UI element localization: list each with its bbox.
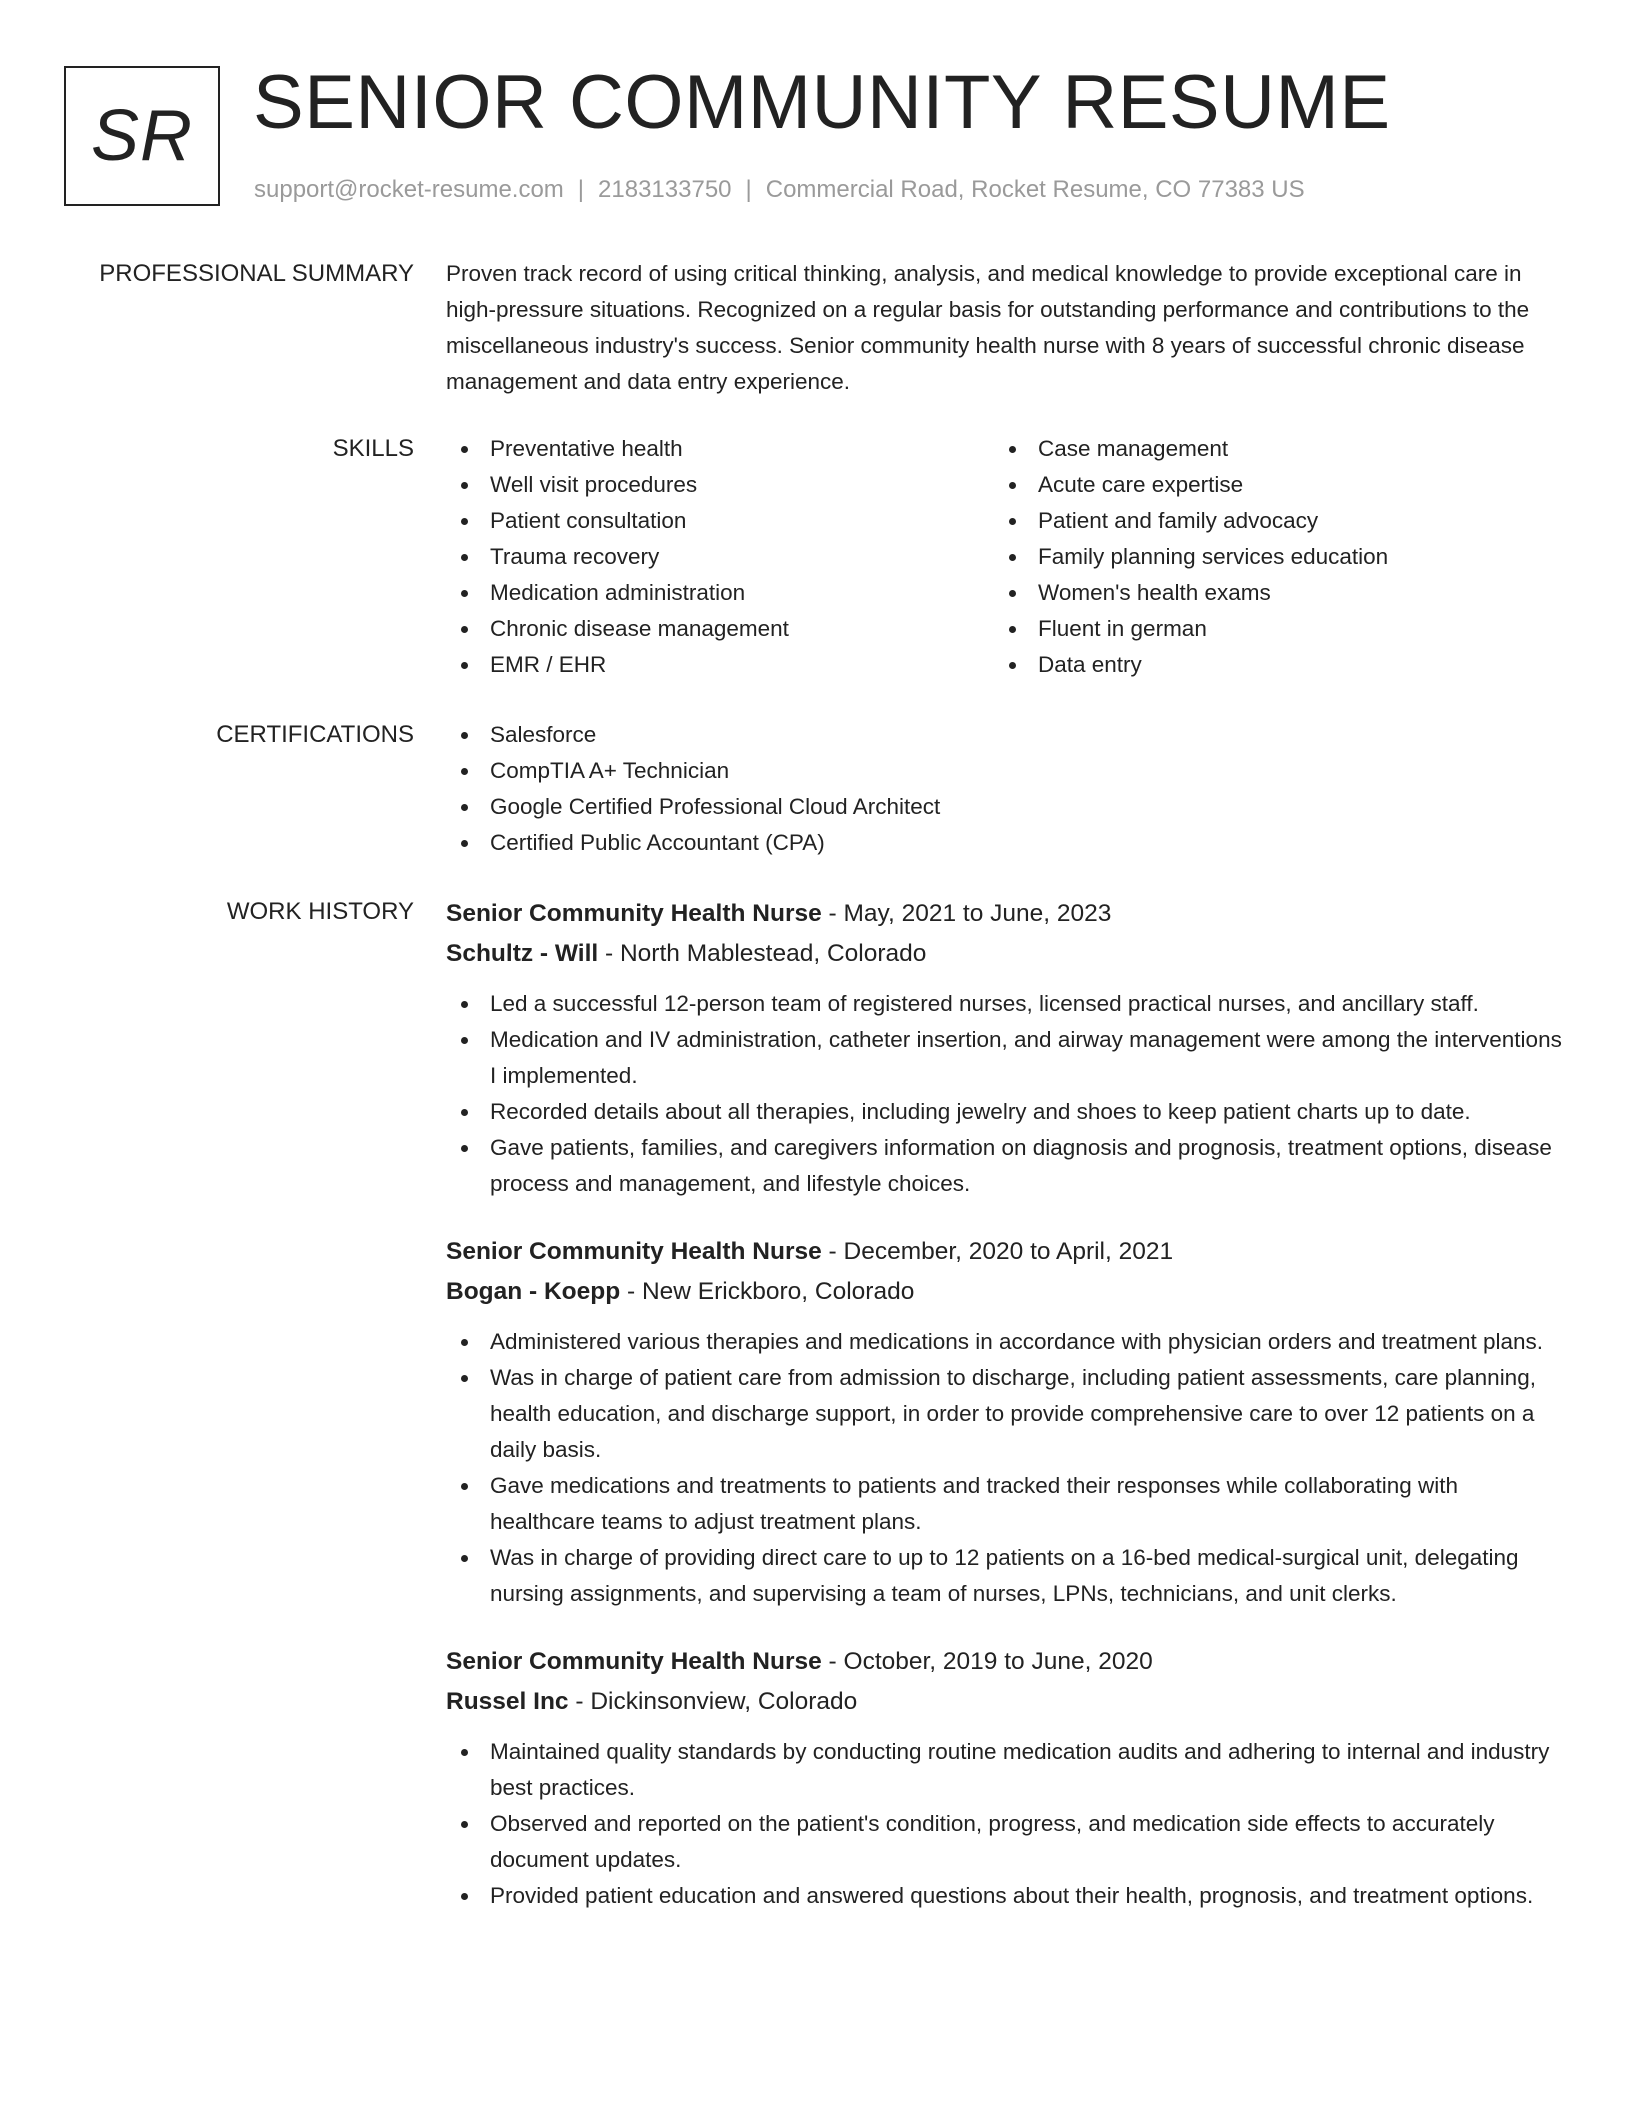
job-bullet: Was in charge of providing direct care to up to 12 patients on a 16-bed medical-surgical unit, delegating nursing assignments, and supervising a team of nurses, LPNs, technicians, and unit clerks. — [446, 1540, 1566, 1612]
certifications-list — [446, 717, 1566, 861]
certification-item: Salesforce — [446, 717, 1566, 753]
skill-item: Family planning services education — [994, 539, 1542, 575]
job-title-line — [446, 1642, 1566, 1682]
summary-text: Proven track record of using critical thinking, analysis, and medical knowledge to provide exceptional care in high-pressure situations. Recognized on a regular basis for outstanding performance and contributions to the miscellaneous industry's success. Senior community health nurse with 8 years of successful chronic disease management and data entry experience. — [446, 261, 1530, 394]
job-company-line — [446, 1272, 1566, 1312]
skill-item: EMR / EHR — [446, 647, 994, 683]
contact-email: support@rocket-resume.com — [254, 176, 564, 203]
job-bullet: Gave medications and treatments to patients and tracked their responses while collaborating with healthcare teams to adjust treatment plans. — [446, 1468, 1566, 1540]
skill-item: Women's health exams — [994, 575, 1542, 611]
job-bullet: Administered various therapies and medications in accordance with physician orders and treatment plans. — [446, 1324, 1566, 1360]
job-location: - New Erickboro, Colorado — [620, 1278, 915, 1305]
job-title-line — [446, 1232, 1566, 1272]
skill-item: Case management — [994, 431, 1542, 467]
contact-line — [254, 172, 1305, 208]
job-title: Senior Community Health Nurse — [446, 900, 822, 927]
work-history-label: WORK HISTORY — [226, 898, 414, 925]
skill-item: Acute care expertise — [994, 467, 1542, 503]
job-dates: - October, 2019 to June, 2020 — [821, 1648, 1153, 1675]
contact-separator: | — [745, 176, 752, 203]
job-bullets — [446, 986, 1566, 1202]
skills-list-right — [994, 431, 1542, 683]
job-bullet: Provided patient education and answered questions about their health, prognosis, and treatment options. — [446, 1878, 1566, 1914]
skill-item: Patient consultation — [446, 503, 994, 539]
job-title: Senior Community Health Nurse — [446, 1648, 822, 1675]
job-dates: - December, 2020 to April, 2021 — [821, 1238, 1174, 1265]
skills-columns — [446, 431, 1566, 683]
resume-title: SENIOR COMMUNITY RESUME — [253, 60, 1391, 145]
job-company: Bogan - Koepp — [446, 1278, 621, 1305]
job-bullets — [446, 1324, 1566, 1612]
certification-item: Certified Public Accountant (CPA) — [446, 825, 1566, 861]
job-location: - North Mablestead, Colorado — [598, 940, 927, 967]
job-entry — [446, 1642, 1566, 1914]
job-bullet: Gave patients, families, and caregivers information on diagnosis and prognosis, treatment options, disease process and management, and lifestyle choices. — [446, 1130, 1566, 1202]
job-bullet: Was in charge of patient care from admission to discharge, including patient assessments, care planning, health education, and discharge support, in order to provide comprehensive care to over 12 patients on a daily basis. — [446, 1360, 1566, 1468]
contact-address: Commercial Road, Rocket Resume, CO 77383 US — [765, 176, 1305, 203]
job-bullets — [446, 1734, 1566, 1914]
resume-header — [0, 0, 1632, 230]
skills-body — [446, 431, 1566, 683]
job-dates: - May, 2021 to June, 2023 — [821, 900, 1112, 927]
skills-list-left — [446, 431, 994, 683]
monogram-logo: SR — [64, 66, 220, 206]
job-title: Senior Community Health Nurse — [446, 1238, 822, 1265]
job-company: Schultz - Will — [446, 940, 599, 967]
skills-label: SKILLS — [332, 435, 414, 462]
skill-item: Fluent in german — [994, 611, 1542, 647]
job-entry — [446, 1232, 1566, 1612]
summary-label: PROFESSIONAL SUMMARY — [99, 260, 414, 287]
job-bullet: Observed and reported on the patient's condition, progress, and medication side effects to accurately document updates. — [446, 1806, 1566, 1878]
skill-item: Trauma recovery — [446, 539, 994, 575]
certification-item: CompTIA A+ Technician — [446, 753, 1566, 789]
job-bullet: Maintained quality standards by conducting routine medication audits and adhering to internal and industry best practices. — [446, 1734, 1566, 1806]
certifications-body — [446, 717, 1566, 861]
summary-body — [446, 256, 1566, 400]
job-company-line — [446, 934, 1566, 974]
skill-item: Preventative health — [446, 431, 994, 467]
job-entry — [446, 894, 1566, 1202]
skill-item: Data entry — [994, 647, 1542, 683]
skill-item: Chronic disease management — [446, 611, 994, 647]
job-company-line — [446, 1682, 1566, 1722]
certification-item: Google Certified Professional Cloud Architect — [446, 789, 1566, 825]
contact-separator: | — [577, 176, 585, 203]
contact-phone: 2183133750 — [598, 176, 732, 203]
job-title-line — [446, 894, 1566, 934]
skill-item: Patient and family advocacy — [994, 503, 1542, 539]
skill-item: Well visit procedures — [446, 467, 994, 503]
job-bullet: Medication and IV administration, catheter insertion, and airway management were among the interventions I implemented. — [446, 1022, 1566, 1094]
job-company: Russel Inc — [446, 1688, 569, 1715]
job-bullet: Led a successful 12-person team of registered nurses, licensed practical nurses, and ancillary staff. — [446, 986, 1566, 1022]
skill-item: Medication administration — [446, 575, 994, 611]
job-bullet: Recorded details about all therapies, including jewelry and shoes to keep patient charts up to date. — [446, 1094, 1566, 1130]
work-history-body — [446, 894, 1566, 1944]
job-location: - Dickinsonview, Colorado — [568, 1688, 858, 1715]
certifications-label: CERTIFICATIONS — [216, 721, 414, 748]
